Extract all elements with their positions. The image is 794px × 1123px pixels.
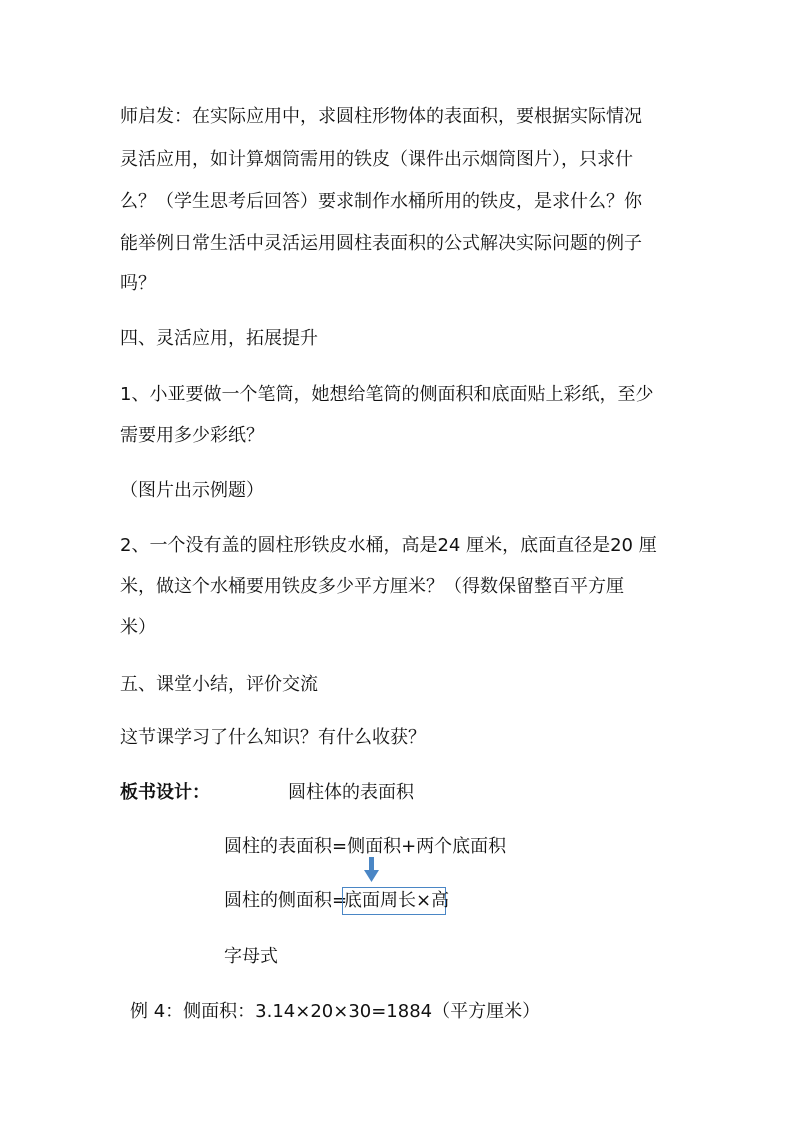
question-2-line: 米） xyxy=(120,617,156,638)
question-2-line: 米，做这个水桶要用铁皮多少平方厘米？（得数保留整百平方厘 xyxy=(120,576,624,597)
lateral-area-formula-prefix: 圆柱的侧面积= xyxy=(224,890,348,911)
section-4-heading: 四、灵活应用，拓展提升 xyxy=(120,328,318,349)
example-4-calculation: 例 4：侧面积：3.14×20×30=1884（平方厘米） xyxy=(130,1001,541,1022)
paragraph-line: 吗？ xyxy=(120,273,156,294)
letter-formula-label: 字母式 xyxy=(224,946,278,967)
paragraph-line: 灵活应用，如计算烟筒需用的铁皮（课件出示烟筒图片），只求什 xyxy=(120,149,633,170)
board-title: 圆柱体的表面积 xyxy=(288,782,414,803)
surface-area-formula: 圆柱的表面积=侧面积+两个底面积 xyxy=(224,836,507,857)
question-1-line: 需要用多少彩纸？ xyxy=(120,425,264,446)
board-design-label: 板书设计： xyxy=(120,782,210,803)
image-note: （图片出示例题） xyxy=(120,480,264,501)
lateral-area-formula-boxed: 底面周长×高 xyxy=(344,890,450,911)
paragraph-line: 师启发：在实际应用中，求圆柱形物体的表面积，要根据实际情况 xyxy=(120,106,642,127)
section-5-heading: 五、课堂小结，评价交流 xyxy=(120,674,318,695)
paragraph-line: 能举例日常生活中灵活运用圆柱表面积的公式解决实际问题的例子 xyxy=(120,233,642,254)
paragraph-line: 么？（学生思考后回答）要求制作水桶所用的铁皮，是求什么？你 xyxy=(120,191,642,212)
summary-question: 这节课学习了什么知识？有什么收获？ xyxy=(120,727,426,748)
down-arrow-icon xyxy=(364,857,380,883)
question-1-line: 1、小亚要做一个笔筒，她想给笔筒的侧面积和底面贴上彩纸，至少 xyxy=(120,384,654,405)
question-2-line: 2、一个没有盖的圆柱形铁皮水桶，高是24 厘米，底面直径是20 厘 xyxy=(120,535,657,556)
